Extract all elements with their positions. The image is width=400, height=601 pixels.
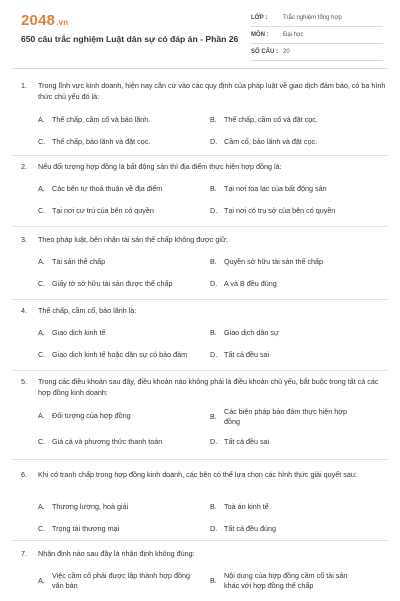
question-text: Thế chấp, cầm cố, bảo lãnh là:: [38, 306, 137, 315]
option-letter: A.: [38, 257, 45, 266]
document-title: 650 câu trắc nghiệm Luật dân sự có đáp án - Phần 26: [21, 34, 239, 44]
logo-main: 2048: [21, 12, 56, 29]
option-text: Cầm cố, bảo lãnh và đặt cọc.: [224, 137, 318, 146]
option-a[interactable]: [38, 411, 190, 421]
question-number: 3.: [21, 235, 27, 244]
question-number: 5.: [21, 377, 27, 386]
question-text: Khi có tranh chấp trong hợp đồng kinh doanh, các bên có thể lựa chọn các hình thức giải quyết sau:: [38, 470, 357, 479]
question-item: [12, 371, 388, 460]
option-b[interactable]: [210, 257, 362, 267]
option-letter: A.: [38, 502, 45, 511]
option-text: Giao dịch kinh tế: [52, 328, 106, 337]
meta-value: Đại học: [283, 32, 304, 38]
option-text: Các bên tự thoả thuận về địa điểm: [52, 184, 163, 193]
option-a[interactable]: [38, 328, 190, 338]
option-letter: A.: [38, 576, 45, 585]
option-letter: C.: [38, 279, 46, 288]
question-number: 6.: [21, 470, 27, 479]
question-text: Theo pháp luật, bên nhận tài sản thế chấp không được giữ:: [38, 235, 228, 244]
option-letter: B.: [210, 576, 217, 585]
option-b[interactable]: [210, 115, 362, 125]
option-letter: C.: [38, 350, 46, 359]
option-a[interactable]: [38, 257, 190, 267]
meta-value: 20: [283, 49, 290, 55]
option-letter: C.: [38, 524, 46, 533]
option-letter: D.: [210, 279, 218, 288]
question-text: Trong các điều khoản sau đây, điều khoản nào không phải là điều khoản chủ yếu, bắt buộc trong tất cả các hợp đồng kinh doanh:: [38, 377, 379, 397]
option-letter: D.: [210, 137, 218, 146]
option-b[interactable]: [210, 571, 362, 591]
option-letter: D.: [210, 350, 218, 359]
meta-label: LỚP :: [251, 15, 268, 21]
option-letter: D.: [210, 524, 218, 533]
question-list: [0, 75, 400, 601]
option-b[interactable]: [210, 502, 362, 512]
option-text: Trọng tài thương mại: [52, 524, 120, 533]
option-text: Thế chấp, cầm cố và bảo lãnh.: [52, 115, 151, 124]
meta-row-subject: [251, 27, 383, 44]
option-c[interactable]: [38, 524, 190, 534]
option-c[interactable]: [38, 137, 190, 147]
question-item: [12, 75, 388, 156]
option-d[interactable]: [210, 206, 362, 216]
question-item: [12, 300, 388, 371]
question-text: Nếu đối tượng hợp đồng là bất động sản thì địa điểm thực hiện hợp đồng là:: [38, 162, 282, 171]
question-item: [12, 227, 388, 300]
option-c[interactable]: [38, 350, 222, 360]
question-number: 2.: [21, 162, 27, 171]
meta-table: [251, 10, 383, 61]
meta-row-class: [251, 10, 383, 27]
option-a[interactable]: [38, 184, 190, 194]
meta-row-count: [251, 44, 383, 61]
option-c[interactable]: [38, 437, 190, 447]
option-b[interactable]: [210, 407, 362, 427]
question-text: Trong lĩnh vực kinh doanh, hiện nay căn cứ vào các quy định của pháp luật về giao dịch đảm bảo, có ba hình thức chủ yếu đó là:: [38, 81, 386, 101]
option-d[interactable]: [210, 524, 362, 534]
question-item: [12, 541, 388, 601]
option-text: Toà án kinh tế: [224, 502, 269, 511]
option-letter: B.: [210, 115, 217, 124]
option-text: Thương lượng, hoà giải: [52, 502, 129, 511]
header-divider: [12, 68, 388, 69]
option-letter: B.: [210, 502, 217, 511]
option-text: Tại nơi có trụ sở của bên có quyền: [224, 206, 336, 215]
option-text: Nội dung của hợp đồng cầm cố tài sản khác với hợp đồng thế chấp: [224, 571, 348, 590]
option-text: Việc cầm cố phải được lập thành hợp đồng văn bản: [52, 571, 190, 590]
option-letter: D.: [210, 437, 218, 446]
option-letter: A.: [38, 115, 45, 124]
site-logo[interactable]: [21, 12, 68, 29]
option-d[interactable]: [210, 437, 362, 447]
option-text: Giao dịch kinh tế hoặc dân sự có bảo đảm: [52, 350, 188, 359]
option-d[interactable]: [210, 350, 362, 360]
meta-value: Trắc nghiệm tổng hợp: [283, 15, 342, 21]
option-letter: C.: [38, 137, 46, 146]
option-text: Tất cả đều đúng: [224, 524, 276, 533]
option-c[interactable]: [38, 279, 190, 289]
option-letter: A.: [38, 328, 45, 337]
option-letter: B.: [210, 328, 217, 337]
meta-label: MÔN :: [251, 32, 269, 38]
option-text: Tất cả đều sai: [224, 437, 270, 446]
option-text: Quyền sở hữu tài sản thế chấp: [224, 257, 324, 266]
option-text: Đối tượng của hợp đồng: [52, 411, 131, 420]
option-text: Thế chấp, cầm cố và đặt cọc.: [224, 115, 318, 124]
option-letter: A.: [38, 411, 45, 420]
option-b[interactable]: [210, 184, 362, 194]
option-b[interactable]: [210, 328, 362, 338]
meta-label: SỐ CÂU :: [251, 49, 278, 55]
question-item: [12, 156, 388, 227]
option-d[interactable]: [210, 279, 362, 289]
option-a[interactable]: [38, 502, 190, 512]
option-letter: B.: [210, 257, 217, 266]
option-text: Các biện pháp bảo đảm thực hiện hợp đồng: [224, 407, 348, 426]
option-letter: B.: [210, 184, 217, 193]
option-d[interactable]: [210, 137, 362, 147]
option-text: Giá cả và phương thức thanh toán: [52, 437, 163, 446]
option-text: Tại nơi toạ lạc của bất động sản: [224, 184, 327, 193]
option-a[interactable]: [38, 115, 190, 125]
question-number: 4.: [21, 306, 27, 315]
option-c[interactable]: [38, 206, 190, 216]
header: [0, 0, 400, 62]
option-letter: B.: [210, 412, 217, 421]
question-text: Nhận định nào sau đây là nhận định không đúng:: [38, 549, 195, 558]
option-text: Thế chấp, bảo lãnh và đặt cọc.: [52, 137, 151, 146]
logo-suffix: .vn: [56, 18, 69, 27]
option-text: A và B đều đúng: [224, 279, 277, 288]
option-letter: A.: [38, 184, 45, 193]
option-a[interactable]: [38, 571, 190, 591]
option-letter: C.: [38, 206, 46, 215]
question-number: 7.: [21, 549, 27, 558]
question-number: 1.: [21, 81, 27, 90]
option-text: Giao dịch dân sự: [224, 328, 279, 337]
option-text: Tại nơi cư trú của bên có quyền: [52, 206, 154, 215]
option-text: Tài sản thế chấp: [52, 257, 106, 266]
option-text: Tất cả đều sai: [224, 350, 270, 359]
question-item: [12, 460, 388, 541]
option-letter: D.: [210, 206, 218, 215]
option-text: Giấy tờ sở hữu tài sản được thế chấp: [52, 279, 173, 288]
option-letter: C.: [38, 437, 46, 446]
